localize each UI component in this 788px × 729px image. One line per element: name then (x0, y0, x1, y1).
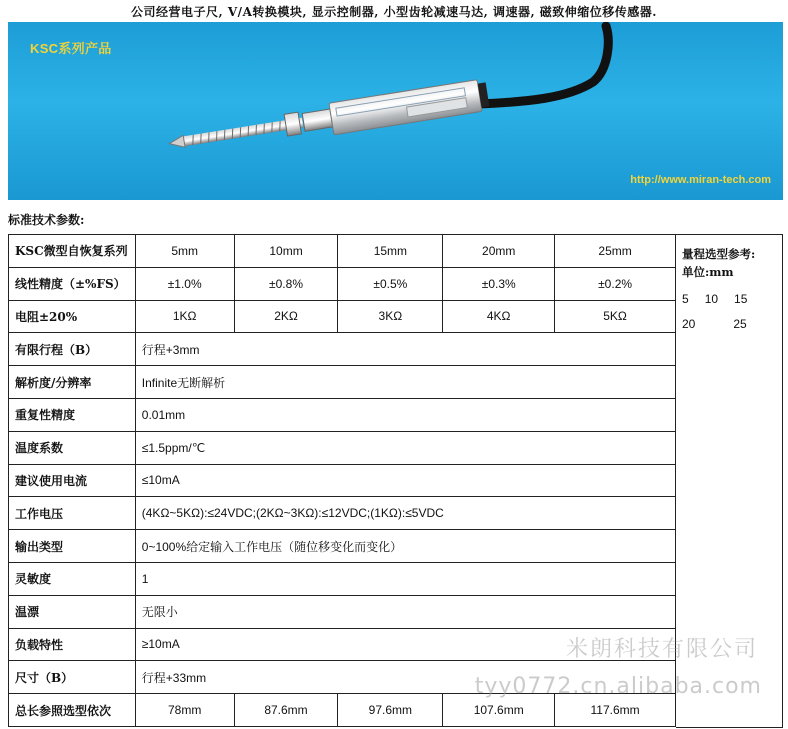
table-row (9, 398, 676, 431)
table-cell: ≤1.5ppm/℃ (135, 431, 675, 464)
table-cell: 负载特性 (9, 628, 136, 661)
table-cell: ±0.8% (234, 267, 338, 300)
range-value: 10 (704, 292, 719, 306)
table-header-row (9, 235, 676, 268)
banner-url: http://www.miran-tech.com (630, 174, 771, 186)
range-unit: 单位:mm (682, 265, 734, 279)
table-cell: 0~100%给定输入工作电压（随位移变化而变化） (135, 530, 675, 563)
table-cell: 行程+3mm (135, 333, 675, 366)
range-row (682, 292, 778, 306)
product-banner (8, 22, 783, 200)
table-cell: KSC微型自恢复系列 (9, 235, 136, 268)
table-cell: 20mm (443, 235, 555, 268)
table-cell: ±0.2% (555, 267, 676, 300)
range-row (682, 317, 778, 331)
table-cell: 解析度/分辨率 (9, 366, 136, 399)
table-cell: ±0.5% (338, 267, 443, 300)
watermark-company: 米朗科技有限公司 (565, 637, 758, 662)
table-cell: 87.6mm (234, 694, 338, 727)
table-cell: 线性精度（±%FS） (9, 267, 136, 300)
company-tagline: 公司经营电子尺, V/A转换模块, 显示控制器, 小型齿轮减速马达, 调速器, 磁致伸缩位移传感器. (131, 5, 657, 19)
table-cell: 2KΩ (234, 300, 338, 333)
table-cell: ±1.0% (135, 267, 234, 300)
table-cell: 5KΩ (555, 300, 676, 333)
range-value: 5 (682, 292, 689, 306)
table-cell: ≥10mA (135, 628, 675, 661)
table-cell: ±0.3% (443, 267, 555, 300)
range-selection-title: 量程选型参考: (682, 247, 756, 261)
table-cell: Infinite无断解析 (135, 366, 675, 399)
table-row (9, 497, 676, 530)
table-cell: (4KΩ~5KΩ):≤24VDC;(2KΩ~3KΩ):≤12VDC;(1KΩ):≤5VDC (135, 497, 675, 530)
table-row (9, 366, 676, 399)
table-cell: 电阻±20% (9, 300, 136, 333)
range-value: 20 (682, 317, 696, 331)
table-row (9, 464, 676, 497)
table-cell: 工作电压 (9, 497, 136, 530)
table-cell: 建议使用电流 (9, 464, 136, 497)
range-value: 25 (733, 317, 747, 331)
table-cell: 4KΩ (443, 300, 555, 333)
table-cell: 97.6mm (338, 694, 443, 727)
table-cell: 灵敏度 (9, 562, 136, 595)
table-cell: 15mm (338, 235, 443, 268)
section-label: 标准技术参数: (8, 213, 85, 227)
table-cell: 尺寸（B） (9, 661, 136, 694)
table-cell: 有限行程（B） (9, 333, 136, 366)
watermark-url: tyy0772.cn.alibaba.com (474, 674, 762, 699)
table-row (9, 267, 676, 300)
table-cell: 25mm (555, 235, 676, 268)
table-cell: 温度系数 (9, 431, 136, 464)
banner-title: KSC系列产品 (30, 41, 112, 56)
table-cell: 107.6mm (443, 694, 555, 727)
table-cell: 输出类型 (9, 530, 136, 563)
table-cell: 无限小 (135, 595, 675, 628)
table-cell: 1 (135, 562, 675, 595)
range-value: 15 (734, 292, 748, 306)
table-row (9, 562, 676, 595)
table-row (9, 530, 676, 563)
table-cell: 0.01mm (135, 398, 675, 431)
table-cell: 温漂 (9, 595, 136, 628)
table-cell: 117.6mm (555, 694, 676, 727)
table-cell: 5mm (135, 235, 234, 268)
table-row (9, 333, 676, 366)
table-cell: 总长参照选型依次 (9, 694, 136, 727)
table-cell: 78mm (135, 694, 234, 727)
table-cell: 1KΩ (135, 300, 234, 333)
table-cell: ≤10mA (135, 464, 675, 497)
table-cell: 行程+33mm (135, 661, 675, 694)
table-cell: 10mm (234, 235, 338, 268)
table-row (9, 431, 676, 464)
table-cell: 重复性精度 (9, 398, 136, 431)
table-row (9, 595, 676, 628)
table-row (9, 300, 676, 333)
table-cell: 3KΩ (338, 300, 443, 333)
